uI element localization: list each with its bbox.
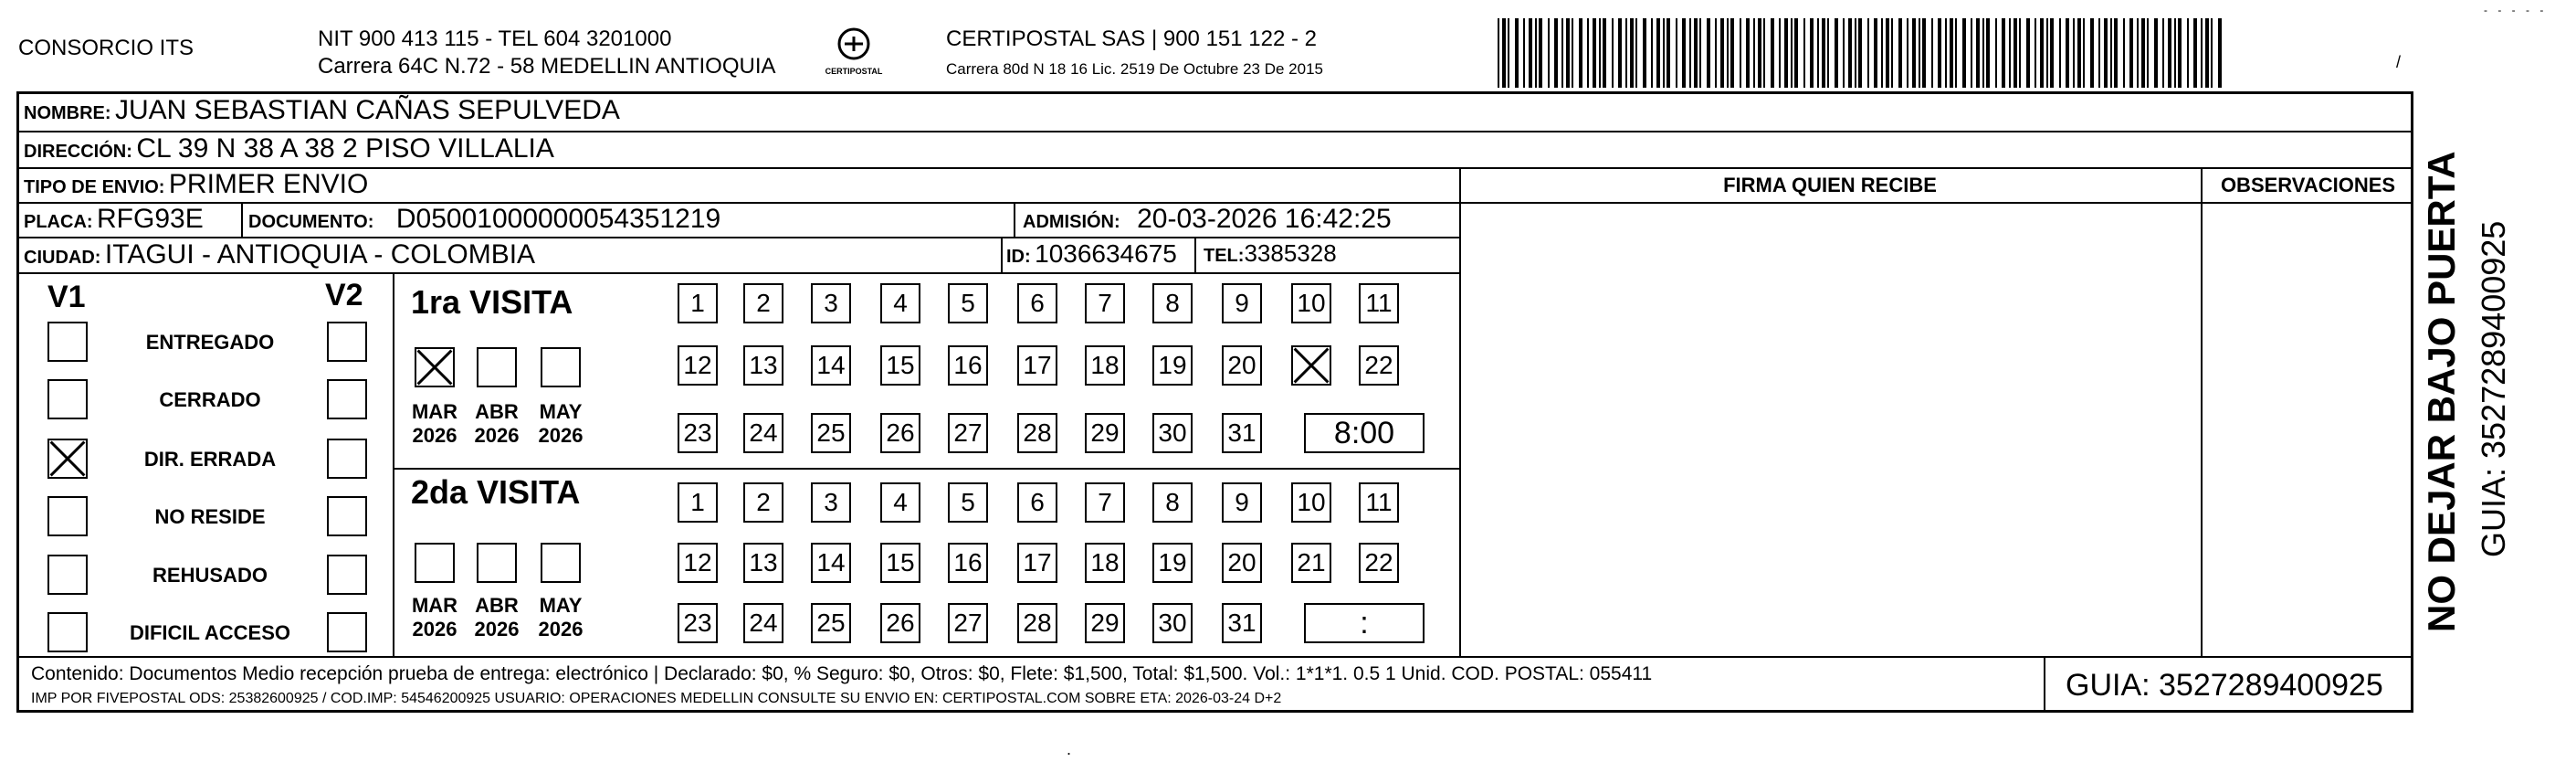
day-box[interactable]: 3 — [811, 482, 851, 523]
v2-checkbox[interactable] — [327, 322, 367, 362]
day-box[interactable]: 25 — [811, 413, 851, 453]
day-box[interactable]: 10 — [1291, 482, 1331, 523]
month-label: ABR 2026 — [474, 594, 520, 640]
day-box[interactable]: 4 — [880, 283, 920, 323]
day-box[interactable]: 22 — [1359, 345, 1399, 386]
day-box[interactable]: 23 — [678, 413, 718, 453]
day-box[interactable]: 29 — [1085, 603, 1125, 643]
month-checkbox[interactable] — [541, 543, 581, 583]
day-box[interactable]: 20 — [1222, 345, 1262, 386]
day-box[interactable]: 27 — [948, 603, 988, 643]
carrier-line: CERTIPOSTAL SAS | 900 151 122 - 2 — [946, 26, 1317, 51]
certipostal-logo: CERTIPOSTAL — [813, 26, 895, 82]
day-box[interactable]: 21 — [1291, 543, 1331, 583]
documento-value: D05001000000054351219 — [395, 204, 721, 234]
day-box[interactable]: 26 — [880, 603, 920, 643]
footer-guia: GUIA: 3527289400925 — [2066, 668, 2383, 703]
day-box[interactable]: 9 — [1222, 482, 1262, 523]
day-box[interactable]: 30 — [1152, 413, 1193, 453]
firma-header: FIRMA QUIEN RECIBE — [1723, 174, 1937, 196]
day-box[interactable]: 1 — [678, 482, 718, 523]
month-label: MAR 2026 — [411, 400, 458, 447]
day-box[interactable]: 13 — [743, 543, 783, 583]
day-box[interactable]: 10 — [1291, 283, 1331, 323]
footer-line-1: Contenido: Documentos Medio recepción prueba de entrega: electrónico | Declarado: $0, % Seguro: $0, Otros: $0, Flete: $1,500, Total: $1,500. Vol.: 1*1*1. 0.5 1 Unid. COD. POSTAL: 055411 — [31, 663, 1653, 684]
v2-checkbox[interactable] — [327, 612, 367, 652]
day-box[interactable]: 7 — [1085, 283, 1125, 323]
documento-label: DOCUMENTO: — [248, 212, 374, 232]
day-box[interactable]: 5 — [948, 482, 988, 523]
month-checkbox[interactable] — [477, 347, 517, 387]
nombre-value: JUAN SEBASTIAN CAÑAS SEPULVEDA — [115, 95, 620, 125]
v2-checkbox[interactable] — [327, 439, 367, 479]
direccion-value: CL 39 N 38 A 38 2 PISO VILLALIA — [136, 133, 554, 164]
v2-header: V2 — [325, 278, 363, 312]
day-box[interactable]: 2 — [743, 482, 783, 523]
company-name: CONSORCIO ITS — [18, 36, 195, 60]
month-label: ABR 2026 — [474, 400, 520, 447]
footer-line-2: IMP POR FIVEPOSTAL ODS: 25382600925 / COD.IMP: 54546200925 USUARIO: OPERACIONES MEDELLIN CONSULTE SU ENVIO EN: CERTIPOSTAL.COM SOBRE ETA: 2026-03-24 D+2 — [31, 691, 1282, 706]
ciudad-value: ITAGUI - ANTIOQUIA - COLOMBIA — [104, 239, 536, 270]
v1-checkbox[interactable] — [47, 379, 88, 419]
day-box[interactable]: 31 — [1222, 413, 1262, 453]
month-checkbox[interactable] — [415, 543, 455, 583]
status-label: CERRADO — [159, 388, 261, 411]
day-box[interactable]: 8 — [1152, 482, 1193, 523]
day-box[interactable]: 6 — [1017, 482, 1057, 523]
edge-dot: . — [1067, 740, 1072, 758]
time-field[interactable]: : — [1304, 603, 1425, 643]
day-box[interactable]: 19 — [1152, 543, 1193, 583]
v1-checkbox[interactable] — [47, 439, 88, 479]
day-box[interactable]: 27 — [948, 413, 988, 453]
day-box[interactable]: 17 — [1017, 345, 1057, 386]
v1-header: V1 — [47, 280, 86, 314]
month-label: MAR 2026 — [411, 594, 458, 640]
day-box[interactable]: 6 — [1017, 283, 1057, 323]
observaciones-header: OBSERVACIONES — [2220, 174, 2396, 196]
day-box[interactable]: 23 — [678, 603, 718, 643]
day-box[interactable]: 20 — [1222, 543, 1262, 583]
month-checkbox[interactable] — [541, 347, 581, 387]
day-box[interactable]: 15 — [880, 543, 920, 583]
v2-checkbox[interactable] — [327, 555, 367, 595]
address-line: Carrera 64C N.72 - 58 MEDELLIN ANTIOQUIA — [318, 54, 776, 79]
day-box[interactable]: 13 — [743, 345, 783, 386]
day-box[interactable]: 8 — [1152, 283, 1193, 323]
day-box[interactable]: 16 — [948, 345, 988, 386]
status-label: DIFICIL ACCESO — [129, 621, 290, 644]
day-box[interactable]: 2 — [743, 283, 783, 323]
day-box[interactable]: 31 — [1222, 603, 1262, 643]
day-box[interactable] — [1291, 345, 1331, 386]
visit-title: 1ra VISITA — [411, 283, 573, 321]
day-box[interactable]: 11 — [1359, 482, 1399, 523]
day-box[interactable]: 18 — [1085, 543, 1125, 583]
day-box[interactable]: 19 — [1152, 345, 1193, 386]
placa-value: RFG93E — [97, 204, 204, 234]
id-label: ID: — [1006, 247, 1031, 267]
day-box[interactable]: 12 — [678, 345, 718, 386]
day-box[interactable]: 4 — [880, 482, 920, 523]
direccion-label: DIRECCIÓN: — [24, 142, 132, 162]
day-box[interactable]: 15 — [880, 345, 920, 386]
v1-checkbox[interactable] — [47, 612, 88, 652]
month-checkbox[interactable] — [415, 347, 455, 387]
status-label: ENTREGADO — [145, 331, 275, 354]
day-box[interactable]: 24 — [743, 603, 783, 643]
day-box[interactable]: 17 — [1017, 543, 1057, 583]
status-label: DIR. ERRADA — [143, 448, 277, 471]
visit-title: 2da VISITA — [411, 473, 581, 511]
side-warning: NO DEJAR BAJO PUERTA — [2420, 151, 2463, 632]
day-box[interactable]: 1 — [678, 283, 718, 323]
v2-checkbox[interactable] — [327, 496, 367, 536]
day-box[interactable]: 16 — [948, 543, 988, 583]
day-box[interactable]: 18 — [1085, 345, 1125, 386]
status-label: NO RESIDE — [154, 505, 266, 528]
side-guia: GUIA: 3527289400925 — [2475, 220, 2512, 557]
day-box[interactable]: 24 — [743, 413, 783, 453]
v1-checkbox[interactable] — [47, 555, 88, 595]
barcode — [1498, 18, 2228, 88]
day-box[interactable]: 5 — [948, 283, 988, 323]
tipo-envio-value: PRIMER ENVIO — [168, 169, 369, 199]
day-box[interactable]: 28 — [1017, 413, 1057, 453]
v2-checkbox[interactable] — [327, 379, 367, 419]
v1-checkbox[interactable] — [47, 496, 88, 536]
day-box[interactable]: 22 — [1359, 543, 1399, 583]
tipo-envio-label: TIPO DE ENVIO: — [24, 177, 165, 197]
day-box[interactable]: 29 — [1085, 413, 1125, 453]
v1-checkbox[interactable] — [47, 322, 88, 362]
nit-line: NIT 900 413 115 - TEL 604 3201000 — [318, 26, 672, 51]
month-label: MAY 2026 — [538, 594, 584, 640]
time-field[interactable]: 8:00 — [1304, 413, 1425, 453]
month-label: MAY 2026 — [538, 400, 584, 447]
id-value: 1036634675 — [1035, 239, 1177, 268]
day-box[interactable]: 25 — [811, 603, 851, 643]
dash-marks: - - - - - — [2484, 4, 2548, 16]
day-box[interactable]: 14 — [811, 543, 851, 583]
day-box[interactable]: 9 — [1222, 283, 1262, 323]
edge-mark: / — [2396, 53, 2402, 71]
day-box[interactable]: 28 — [1017, 603, 1057, 643]
status-label: REHUSADO — [152, 564, 268, 587]
month-checkbox[interactable] — [477, 543, 517, 583]
tel-value: 3385328 — [1244, 239, 1337, 267]
day-box[interactable]: 14 — [811, 345, 851, 386]
day-box[interactable]: 7 — [1085, 482, 1125, 523]
nombre-label: NOMBRE: — [24, 103, 111, 123]
day-box[interactable]: 12 — [678, 543, 718, 583]
admision-value: 20-03-2026 16:42:25 — [1137, 204, 1392, 234]
day-box[interactable]: 30 — [1152, 603, 1193, 643]
day-box[interactable]: 11 — [1359, 283, 1399, 323]
day-box[interactable]: 3 — [811, 283, 851, 323]
placa-label: PLACA: — [24, 212, 93, 232]
tel-label: TEL: — [1204, 246, 1245, 266]
day-box[interactable]: 26 — [880, 413, 920, 453]
admision-label: ADMISIÓN: — [1023, 212, 1120, 232]
ciudad-label: CIUDAD: — [24, 248, 101, 268]
license-line: Carrera 80d N 18 16 Lic. 2519 De Octubre 23 De 2015 — [946, 60, 1323, 78]
